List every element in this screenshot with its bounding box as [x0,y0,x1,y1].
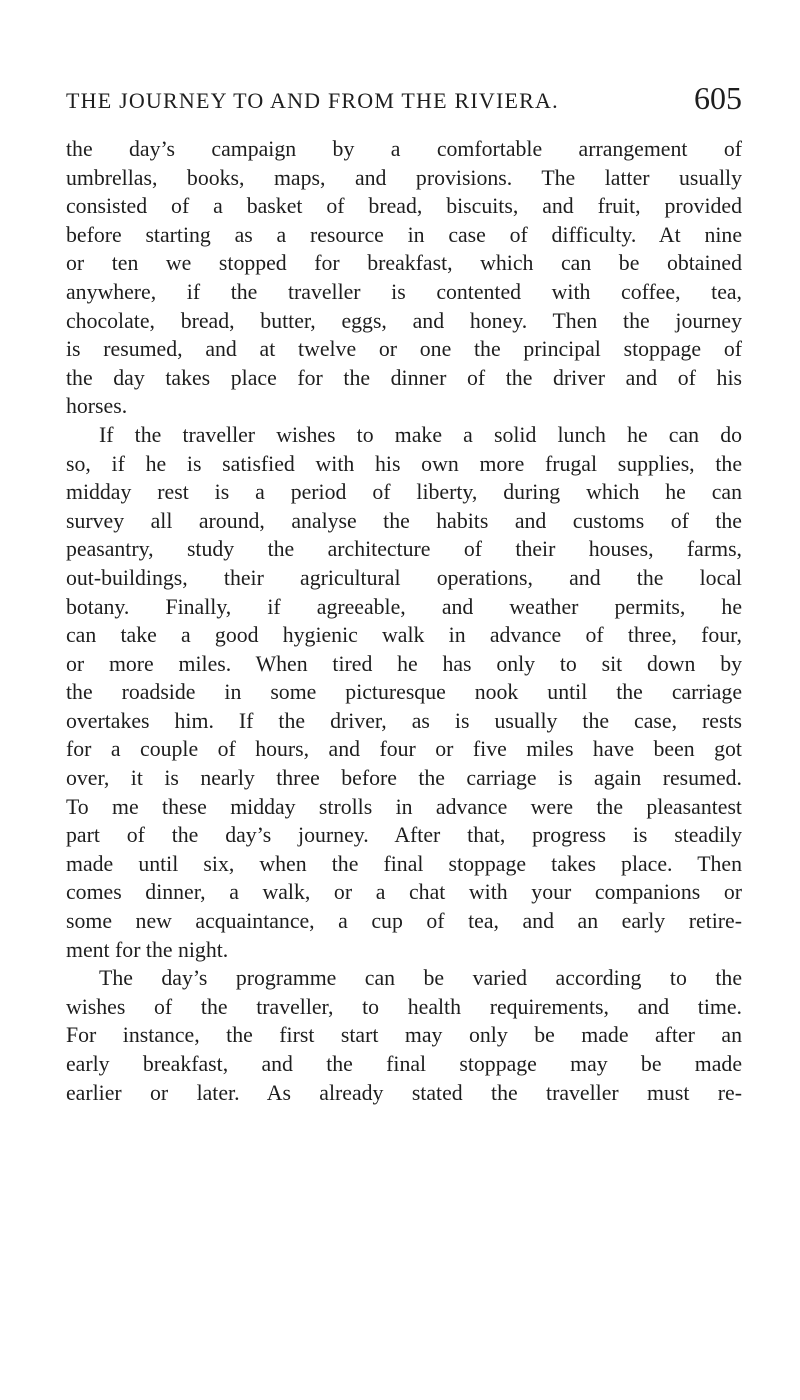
text-line: horses. [66,394,128,419]
text-line: peasantry, study the architecture of their houses, farms, [66,537,742,562]
text-line: chocolate, bread, butter, eggs, and honey. Then the journey [66,308,742,333]
body-text [66,135,742,1107]
text-line: for a couple of hours, and four or five miles have been got [66,737,742,762]
text-line: over, it is nearly three before the carriage is again resumed. [66,766,742,791]
text-line: so, if he is satisfied with his own more frugal supplies, the [66,451,742,476]
page-number: 605 [694,80,742,116]
text-line: wishes of the traveller, to health requirements, and time. [66,994,742,1019]
text-line: some new acquaintance, a cup of tea, and an early retire- [66,909,742,934]
text-line: comes dinner, a walk, or a chat with your companions or [66,880,742,905]
text-line: botany. Finally, if agreeable, and weather permits, he [66,594,742,619]
running-header [66,80,742,120]
text-line: If the traveller wishes to make a solid lunch he can do [99,422,742,447]
text-line: earlier or later. As already stated the traveller must re- [66,1080,742,1105]
text-line: midday rest is a period of liberty, during which he can [66,480,742,505]
text-line: overtakes him. If the driver, as is usually the case, rests [66,708,742,733]
text-line: is resumed, and at twelve or one the principal stoppage of [66,337,742,362]
text-line: survey all around, analyse the habits and customs of the [66,508,742,533]
text-line: made until six, when the final stoppage takes place. Then [66,851,742,876]
text-line: or ten we stopped for breakfast, which can be obtained [66,251,742,276]
text-line: out-buildings, their agricultural operations, and the local [66,565,742,590]
text-line: anywhere, if the traveller is contented with coffee, tea, [66,279,742,304]
text-line: or more miles. When tired he has only to sit down by [66,651,742,676]
text-line: early breakfast, and the final stoppage may be made [66,1052,742,1076]
text-line: consisted of a basket of bread, biscuits, and fruit, provided [66,194,742,219]
text-line: umbrellas, books, maps, and provisions. The latter usually [66,165,742,190]
text-line: before starting as a resource in case of difficulty. At nine [66,222,742,247]
text-line: For instance, the first start may only be made after an [66,1023,742,1048]
text-line: The day’s programme can be varied according to the [99,966,742,991]
text-line: can take a good hygienic walk in advance of three, four, [66,623,742,648]
text-line: To me these midday strolls in advance were the pleasantest [66,794,742,819]
text-line: ment for the night. [66,937,229,962]
text-line: part of the day’s journey. After that, progress is steadily [66,823,742,848]
text-line: the roadside in some picturesque nook until the carriage [66,680,742,705]
text-line: the day’s campaign by a comfortable arrangement of [66,137,742,161]
running-title: THE JOURNEY TO AND FROM THE RIVIERA. [66,88,559,113]
text-line: the day takes place for the dinner of the driver and of his [66,365,742,390]
